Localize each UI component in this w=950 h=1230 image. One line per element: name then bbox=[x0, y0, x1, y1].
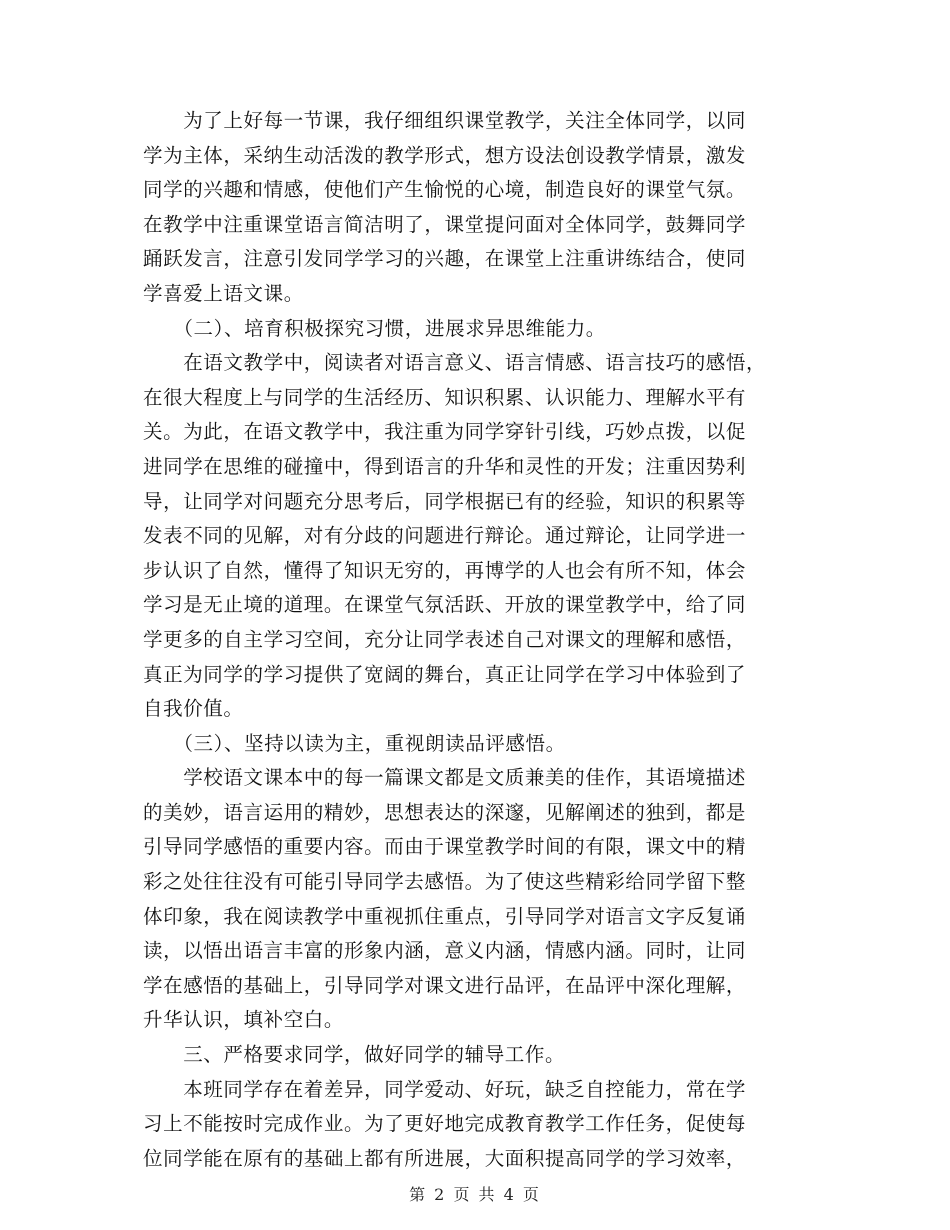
text-line: 踊跃发言，注意引发同学学习的兴趣，在课堂上注重讲练结合，使同 bbox=[143, 247, 747, 271]
text-line: 习上不能按时完成作业。为了更好地完成教育教学工作任务，促使每 bbox=[143, 1112, 747, 1136]
text-line: 进同学在思维的碰撞中，得到语言的升华和灵性的开发；注重因势利 bbox=[143, 454, 747, 478]
page-number-footer: 第 2 页 共 4 页 bbox=[409, 1185, 541, 1204]
text-line: 学习是无止境的道理。在课堂气氛活跃、开放的课堂教学中，给了同 bbox=[143, 593, 747, 617]
text-line: 本班同学存在着差异，同学爱动、好玩，缺乏自控能力，常在学 bbox=[143, 1077, 747, 1101]
text-line: 学更多的自主学习空间，充分让同学表述自己对课文的理解和感悟， bbox=[143, 627, 747, 651]
text-line: 在教学中注重课堂语言简洁明了，课堂提问面对全体同学，鼓舞同学 bbox=[143, 212, 747, 236]
text-line: 彩之处往往没有可能引导同学去感悟。为了使这些精彩给同学留下整 bbox=[143, 870, 747, 894]
section-heading: 三、严格要求同学，做好同学的辅导工作。 bbox=[143, 1043, 566, 1067]
text-line: 的美妙，语言运用的精妙，思想表达的深邃，见解阐述的独到，都是 bbox=[143, 800, 747, 824]
text-line: 学喜爱上语文课。 bbox=[143, 281, 304, 305]
text-line: 自我价值。 bbox=[143, 697, 244, 721]
text-line: 关。为此，在语文教学中，我注重为同学穿针引线，巧妙点拨，以促 bbox=[143, 420, 747, 444]
text-line: 引导同学感悟的重要内容。而由于课堂教学时间的有限，课文中的精 bbox=[143, 835, 747, 859]
text-line: 导，让同学对问题充分思考后，同学根据已有的经验，知识的积累等 bbox=[143, 489, 747, 513]
section-heading: （二）、培育积极探究习惯，进展求异思维能力。 bbox=[143, 316, 606, 340]
document-body bbox=[143, 104, 803, 1176]
text-line: 为了上好每一节课，我仔细组织课堂教学，关注全体同学，以同 bbox=[143, 109, 747, 132]
text-line: 学校语文课本中的每一篇课文都是文质兼美的佳作，其语境描述 bbox=[143, 766, 747, 790]
text-line: 升华认识，填补空白。 bbox=[143, 1008, 345, 1032]
text-line: 位同学能在原有的基础上都有所进展，大面积提高同学的学习效率， bbox=[143, 1146, 747, 1170]
text-line: 在很大程度上与同学的生活经历、知识积累、认识能力、理解水平有 bbox=[143, 385, 747, 409]
text-line: 在语文教学中，阅读者对语言意义、语言情感、语言技巧的感悟， bbox=[143, 351, 767, 375]
text-line: 学为主体，采纳生动活泼的教学形式，想方设法创设教学情景，激发 bbox=[143, 143, 747, 167]
text-line: 步认识了自然，懂得了知识无穷的，再博学的人也会有所不知，体会 bbox=[143, 558, 747, 582]
text-line: 真正为同学的学习提供了宽阔的舞台，真正让同学在学习中体验到了 bbox=[143, 662, 747, 686]
text-line: 同学的兴趣和情感，使他们产生愉悦的心境，制造良好的课堂气氛。 bbox=[143, 178, 747, 202]
text-line: 体印象，我在阅读教学中重视抓住重点，引导同学对语言文字反复诵 bbox=[143, 904, 747, 928]
text-line: 读，以悟出语言丰富的形象内涵，意义内涵，情感内涵。同时，让同 bbox=[143, 939, 747, 963]
section-heading: （三）、坚持以读为主，重视朗读品评感悟。 bbox=[143, 731, 566, 755]
text-line: 发表不同的见解，对有分歧的问题进行辩论。通过辩论，让同学进一 bbox=[143, 524, 747, 548]
text-line: 学在感悟的基础上，引导同学对课文进行品评，在品评中深化理解， bbox=[143, 973, 747, 997]
